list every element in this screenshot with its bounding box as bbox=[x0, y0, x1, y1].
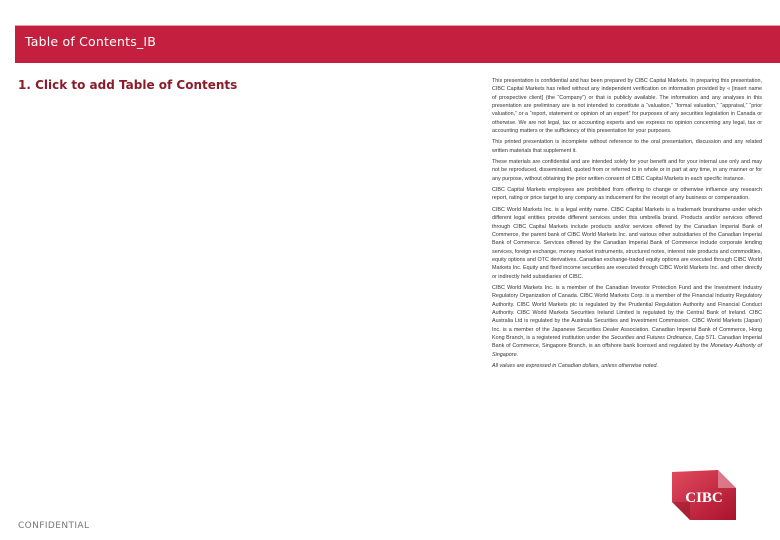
footer-confidential: CONFIDENTIAL bbox=[18, 521, 90, 531]
slide-title: Table of Contents_IB bbox=[25, 34, 157, 49]
disclaimer-paragraph: CIBC Capital Markets employees are prohibited from offering to change or otherwise influence any research report, rating or price target to any company as inducement for the receipt of any business or compensation. bbox=[492, 187, 762, 202]
disclaimer-text: CIBC World Markets Inc. is a member of the Canadian Investor Protection Fund and the Investment Industry Regulatory Organization of Canada. CIBC World Markets Corp. is a member of the Financial Industry Regulatory Authority. CIBC World Markets plc is regulated by the Prudential Regulation Authority and Financial Conduct Authority. CIBC World Markets Securities Ireland Limited is regulated by the Central Bank of Ireland. CIBC Australia Ltd is regulated by the Australia Securities and Investment Commission. CIBC World Markets (Japan) Inc. is a member of the Japanese Securities Dealer Association. Canadian Imperial Bank of Commerce, Hong Kong Branch, is a registered institution under the bbox=[492, 284, 762, 341]
disclaimer-paragraph bbox=[492, 284, 762, 359]
cibc-logo bbox=[670, 468, 738, 522]
logo-text: CIBC bbox=[685, 490, 723, 506]
disclaimer-italic: Securities and Futures Ordinance bbox=[610, 334, 692, 341]
disclaimer-block bbox=[492, 77, 762, 373]
disclaimer-paragraph: These materials are confidential and are intended solely for your benefit and for your internal use only and may not be reproduced, disseminated, quoted from or referred to in whole or in part at any time, in any manner or for any purpose, without obtaining the prior written consent of CIBC Capital Markets in each specific instance. bbox=[492, 159, 762, 182]
header-bar bbox=[15, 25, 780, 63]
disclaimer-text: . bbox=[516, 351, 519, 358]
toc-placeholder[interactable]: 1. Click to add Table of Contents bbox=[18, 78, 238, 92]
disclaimer-paragraph: This printed presentation is incomplete without reference to the oral presentation, discussion and any related written materials that supplement it. bbox=[492, 139, 762, 154]
cibc-logo-icon bbox=[670, 468, 738, 522]
currency-note: All values are expressed in Canadian dollars, unless otherwise noted. bbox=[492, 363, 659, 369]
disclaimer-paragraph: This presentation is confidential and has been prepared by CIBC Capital Markets. In preparing this presentation, CIBC Capital Markets has relied without any independent verification on information provided by « [insert name of prospective client] (the “Company”) or that is publicly available. The information and any analyses in this presentation are preliminary are is not intended to constitute a “valuation,” “formal valuation,” “appraisal,” “prior valuation,” or a “report, statement or opinion of an expert” for purposes of any securities legislation in Canada or otherwise. We are not legal, tax or accounting experts and we express no opinion concerning any legal, tax or accounting matters or the sufficiency of this presentation for your purposes. bbox=[492, 78, 762, 135]
disclaimer-italic: Monetary Authority of Singapore bbox=[492, 343, 762, 358]
disclaimer-paragraph: CIBC World Markets Inc. is a legal entity name. CIBC Capital Markets is a trademark brandname under which different legal entities provide different services under this umbrella brand. Products and/or services offered through CIBC Capital Markets include products and/or services offered by the Canadian Imperial Bank of Commerce, the parent bank of CIBC World Markets Inc. and various other subsidiaries of the Canadian Imperial Bank of Commerce. Services offered by the Canadian Imperial Bank of Commerce include corporate lending services, foreign exchange, money market instruments, structured notes, interest rate products and commodities, equity options and OTC derivatives. Canadian exchange-traded equity options are executed through CIBC World Markets Inc. Equity and fixed income securities are executed through CIBC World Markets Inc. and other directly or indirectly held subsidiaries of CIBC. bbox=[492, 206, 762, 280]
disclaimer-text: , Cap 571. Canadian Imperial Bank of Commerce, Singapore Branch, is an offshore bank licensed and regulated by the bbox=[492, 334, 762, 350]
